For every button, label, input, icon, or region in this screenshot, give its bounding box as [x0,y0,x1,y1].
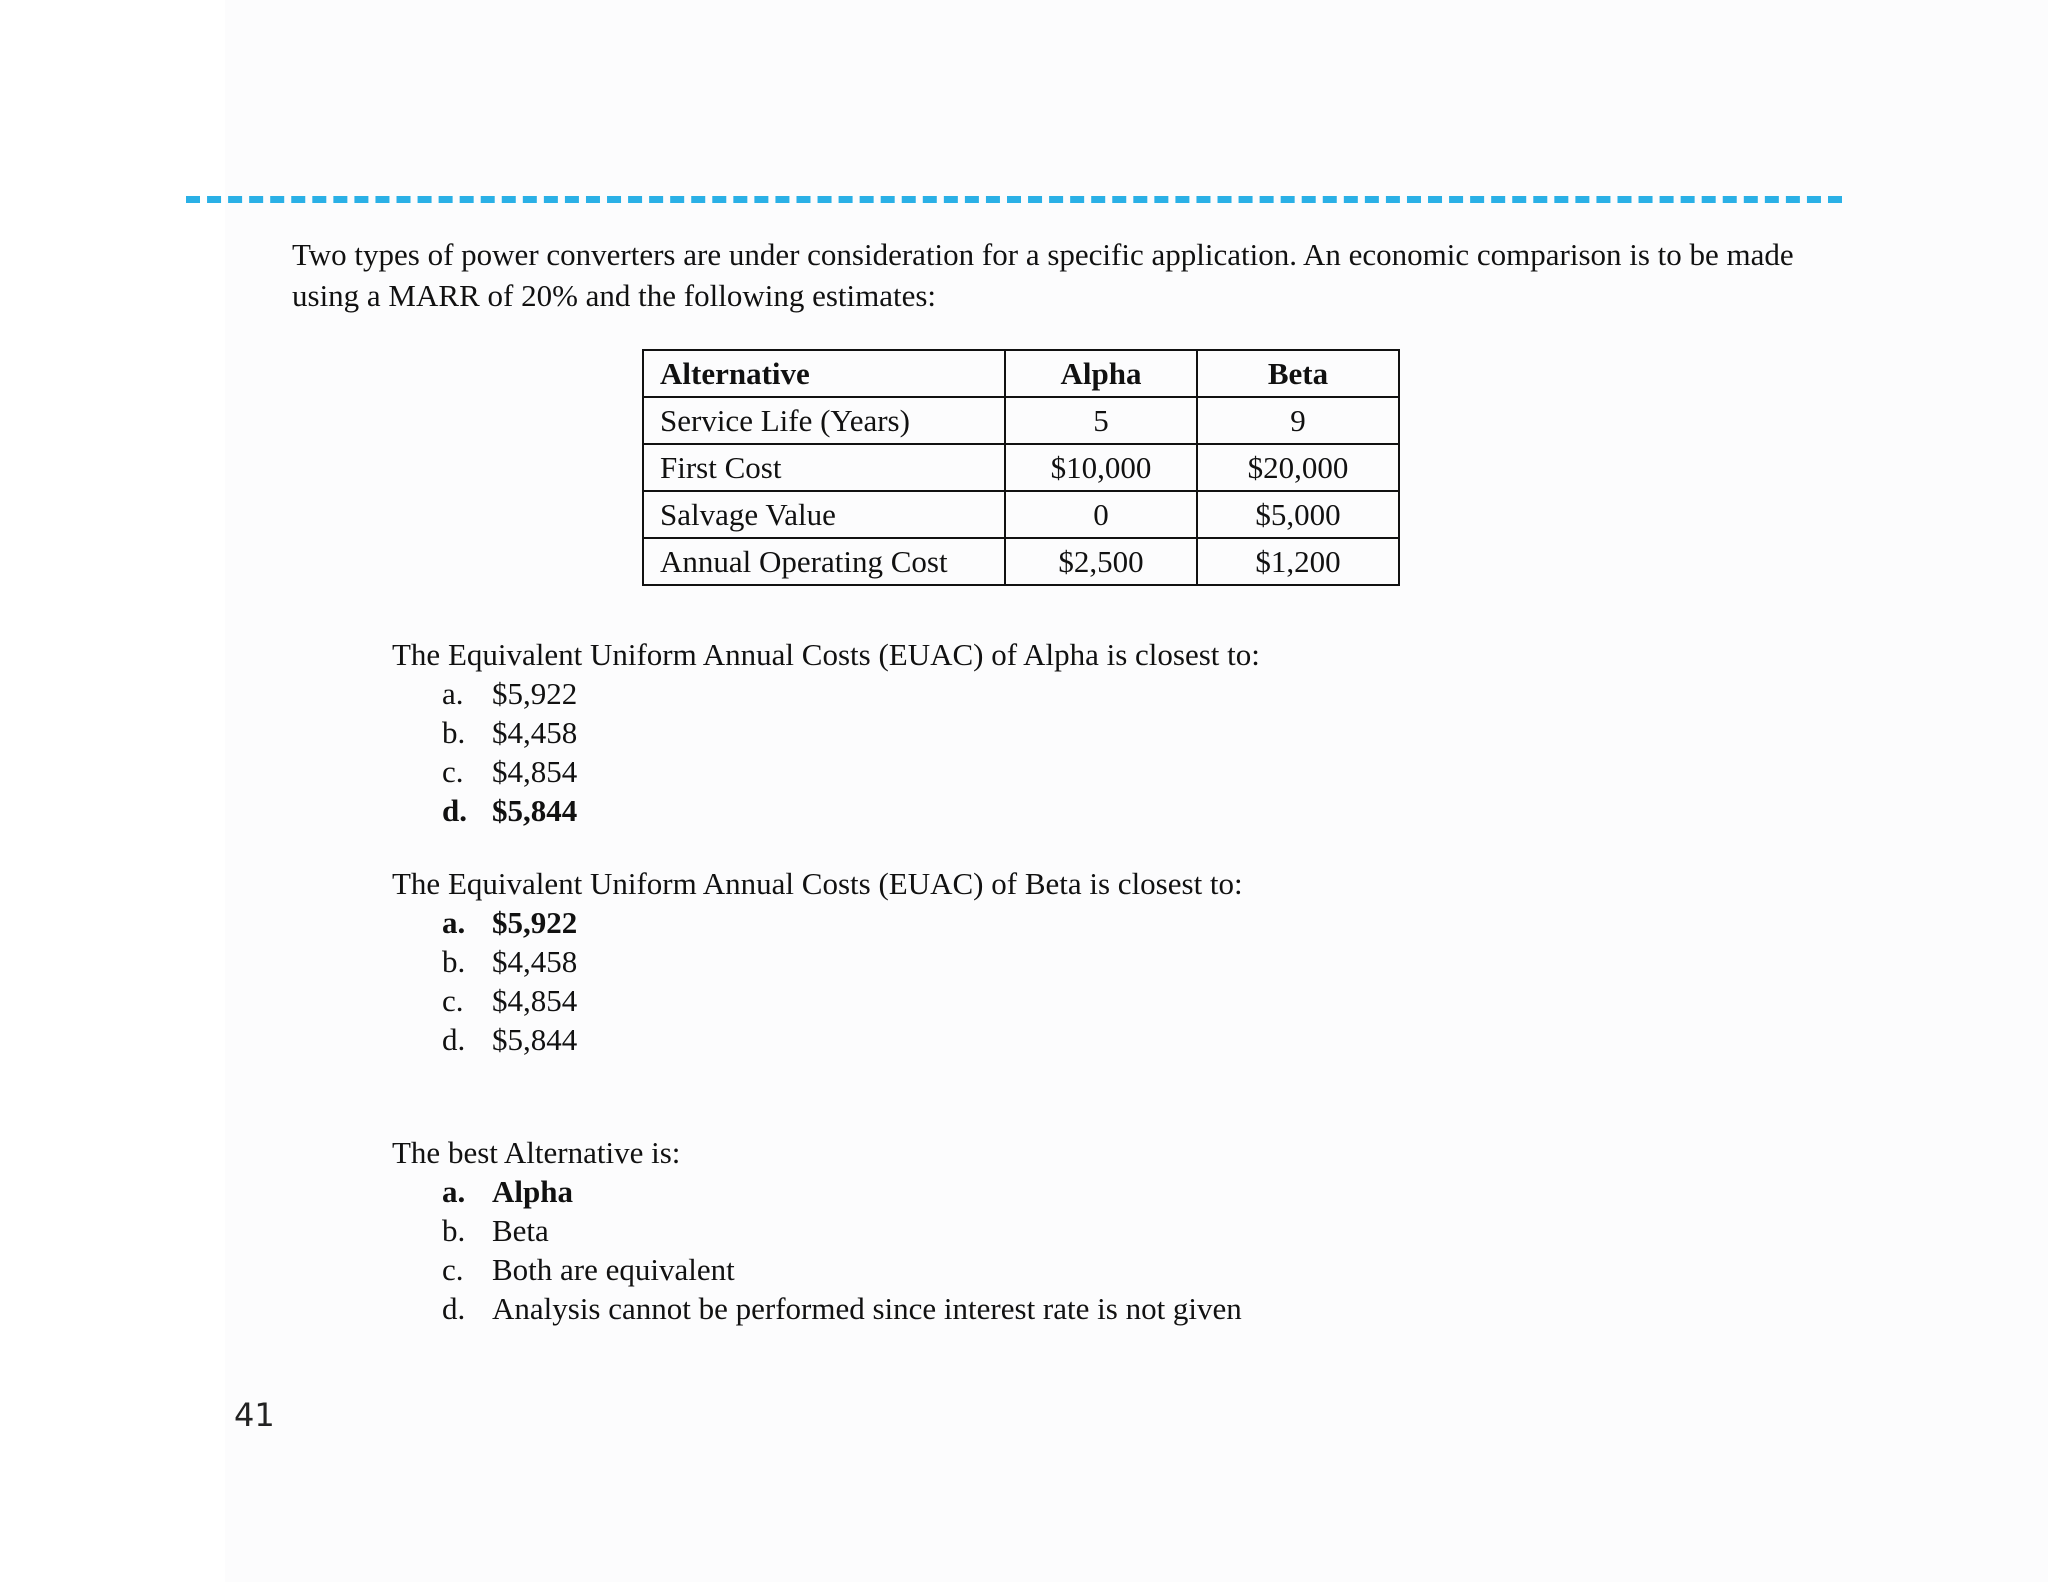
option-letter: a. [442,1174,466,1209]
option-item [442,791,1792,830]
question-best-alternative [392,1133,1792,1328]
table-cell: $20,000 [1197,444,1399,491]
table-cell: $2,500 [1005,538,1197,585]
option-letter: d. [442,1022,466,1057]
problem-intro: Two types of power converters are under consideration for a specific application. An economic comparison is to be made using a MARR of 20% and the following estimates: [292,237,1794,313]
option-text: $4,854 [492,754,578,789]
option-item [442,1211,1792,1250]
table-cell: First Cost [643,444,1005,491]
option-item [442,752,1792,791]
option-text: Beta [492,1213,549,1248]
table-cell: $5,000 [1197,491,1399,538]
option-letter: a. [442,905,466,940]
option-letter: c. [442,1252,464,1287]
option-text: $4,458 [492,715,578,750]
table-cell: $10,000 [1005,444,1197,491]
question-stem: The Equivalent Uniform Annual Costs (EUAC) of Beta is closest to: [392,866,1243,901]
option-item [442,1020,1792,1059]
question-stem: The best Alternative is: [392,1135,681,1170]
option-item [442,1172,1792,1211]
estimates-table [642,349,1400,586]
option-text: $4,458 [492,944,578,979]
option-text: Analysis cannot be performed since interest rate is not given [492,1291,1242,1326]
page-number: 41 [234,1396,275,1434]
table-cell: Annual Operating Cost [643,538,1005,585]
table-row [643,538,1399,585]
option-letter: b. [442,1213,466,1248]
option-letter: c. [442,754,464,789]
table-row [643,444,1399,491]
option-letter: a. [442,676,464,711]
option-letter: b. [442,944,466,979]
option-text: $5,922 [492,676,578,711]
table-cell: Service Life (Years) [643,397,1005,444]
option-item [442,1250,1792,1289]
question-alpha-euac [392,635,1792,830]
table-cell: 0 [1005,491,1197,538]
option-text: $5,844 [492,1022,578,1057]
option-letter: d. [442,793,467,828]
table-cell: 5 [1005,397,1197,444]
option-letter: b. [442,715,466,750]
question-stem: The Equivalent Uniform Annual Costs (EUAC) of Alpha is closest to: [392,637,1260,672]
option-list [392,903,1792,1059]
option-list [392,1172,1792,1328]
option-letter: d. [442,1291,466,1326]
option-text: $4,854 [492,983,578,1018]
question-beta-euac [392,864,1792,1059]
option-item [442,981,1792,1020]
table-header: Alternative [643,350,1005,397]
table-cell: Salvage Value [643,491,1005,538]
option-item [442,674,1792,713]
table-cell: 9 [1197,397,1399,444]
option-text: $5,922 [492,905,578,940]
option-letter: c. [442,983,464,1018]
table-header-row [643,350,1399,397]
option-text: Both are equivalent [492,1252,735,1287]
table-row [643,397,1399,444]
option-item [442,713,1792,752]
dashed-rule [186,196,1842,203]
table-header: Alpha [1005,350,1197,397]
option-item [442,903,1792,942]
table-header: Beta [1197,350,1399,397]
option-item [442,1289,1792,1328]
option-text: Alpha [492,1174,573,1209]
option-item [442,942,1792,981]
option-list [392,674,1792,830]
table-row [643,491,1399,538]
option-text: $5,844 [492,793,578,828]
table-cell: $1,200 [1197,538,1399,585]
